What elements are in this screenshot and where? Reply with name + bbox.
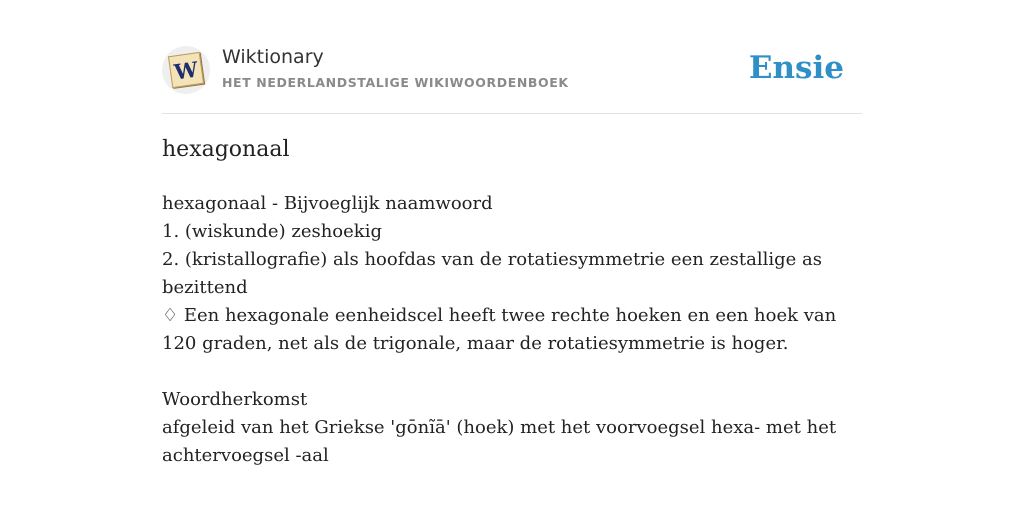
entry-content: [162, 190, 852, 470]
puzzle-tile-icon: [168, 52, 204, 88]
entry-title: hexagonaal: [162, 137, 290, 162]
definition-head: hexagonaal - Bijvoeglijk naamwoord: [162, 193, 493, 214]
sense-2: 2. (kristallografie) als hoofdas van de rotatiesymmetrie een zestallige as bezittend: [162, 249, 823, 298]
wiktionary-logo[interactable]: [162, 46, 210, 94]
ensie-brand-logo[interactable]: Ensie: [748, 50, 844, 86]
site-subtitle: HET NEDERLANDSTALIGE WIKIWOORDENBOEK: [222, 75, 569, 90]
spacer: [162, 358, 852, 386]
etymology-heading: Woordherkomst: [162, 389, 308, 410]
etymology-text: afgeleid van het Griekse 'gōnĩā' (hoek) met het voorvoegsel hexa- met het achtervoegsel -aal: [162, 417, 837, 466]
site-title[interactable]: Wiktionary: [222, 46, 324, 68]
example-sentence: ♢ Een hexagonale eenheidscel heeft twee rechte hoeken en een hoek van 120 graden, net als de trigonale, maar de rotatiesymmetrie is hoger.: [162, 305, 837, 354]
site-header: [162, 46, 862, 96]
header-divider: [162, 113, 862, 114]
sense-1: 1. (wiskunde) zeshoekig: [162, 221, 382, 242]
logo-letter: W: [172, 55, 200, 85]
